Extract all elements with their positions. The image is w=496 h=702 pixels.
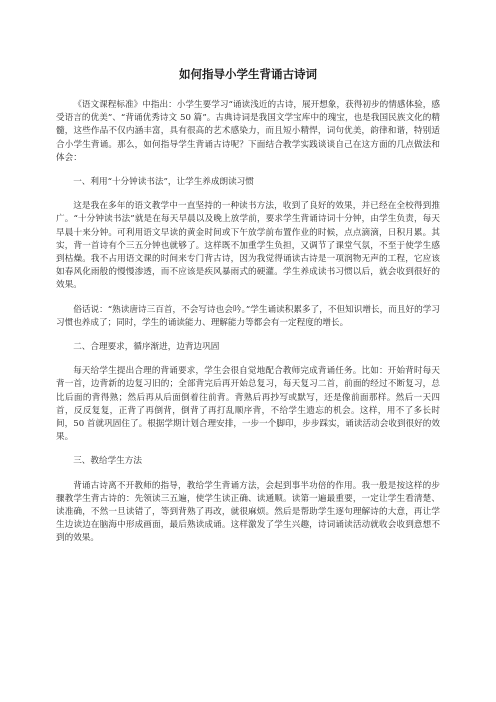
section-2-heading: 二、合理要求，循序渐进，边背边巩固 (73, 342, 220, 353)
section-1-heading: 一、利用“十分钟读书法”，让学生养成朗读习惯 (73, 177, 254, 188)
section-3-paragraph-1: 背诵古诗离不开教师的指导，教给学生背诵方法，会起到事半功倍的作用。我一般是按这样的步骤教学生背古诗的：先领读三五遍，使学生读正确、读通顺。读第一遍最重要，一定让学生看清楚、读准确，不然一旦读错了，等到背熟了再改，就很麻烦。然后是帮助学生逐句理解诗的大意，再让学生边读边在脑海中形成画面，最后熟读成诵。这样激发了学生兴趣，诗词诵读活动就收会收到意想不到的效果。 (56, 480, 440, 544)
intro-paragraph: 《语文课程标准》中指出：小学生要学习“诵读浅近的古诗，展开想象，获得初步的情感体验，感受语言的优美”、“背诵优秀诗文 50 篇”。古典诗词是我国文学宝库中的瑰宝，也是我国民族文化的精髓，这些作品不仅内涵丰富，具有很高的艺术感染力，而且短小精悍，词句优美，韵律和谐，特别适合小学生背诵。那么，如何指导学生背诵古诗呢？下面结合教学实践谈谈自己在这方面的几点做法和体会： (56, 100, 440, 163)
section-1-paragraph-2: 俗话说：“熟读唐诗三百首，不会写诗也会吟。”学生诵读积累多了，不但知识增长，而且好的学习习惯也养成了；同时，学生的诵读能力、理解能力等都会有一定程度的增长。 (56, 304, 440, 328)
section-2-paragraph-1: 每天给学生提出合理的背诵要求，学生会很自觉地配合教师完成背诵任务。比如：开始背时每天背一首，边背新的边复习旧的；全部背完后再开始总复习，每天复习二首，前面的经过不断复习，总比后面的背得熟；然后再从后面倒着往前背。背熟后再抄写或默写，还是像前面那样。然后一天四首，反反复复，正背了再倒背，倒背了再打乱顺序背，不给学生遗忘的机会。这样，用不了多长时间，50 首就巩固住了。根据学期计划合理安排，一步一个脚印，步步踩实，诵读活动会收到很好的效果。 (56, 366, 440, 443)
section-1-paragraph-1: 这是我在多年的语文教学中一直坚持的一种读书方法，收到了良好的效果，并已经在全校得到推广。“十分钟读书法”就是在每天早晨以及晚上放学前，要求学生背诵诗词十分钟，由学生负责，每天早晨十来分钟。可利用语文早读的黄金时间或下午放学前布置作业的时候，点点滴滴，日积月累。其实，背一首诗有个三五分钟也就够了。这样既不加重学生负担，又调节了课堂气氛，不至于使学生感到枯燥。我不占用语文课的时间来专门背古诗，因为我觉得诵读古诗是一项润物无声的工程，它应该如春风化雨般的慢慢渗透，而不应该是疾风暴雨式的硬灌。学生养成读书习惯以后，就会收到很好的效果。 (56, 201, 440, 291)
section-3-heading: 三、教给学生方法 (73, 456, 142, 467)
document-title: 如何指导小学生背诵古诗词 (179, 67, 317, 81)
